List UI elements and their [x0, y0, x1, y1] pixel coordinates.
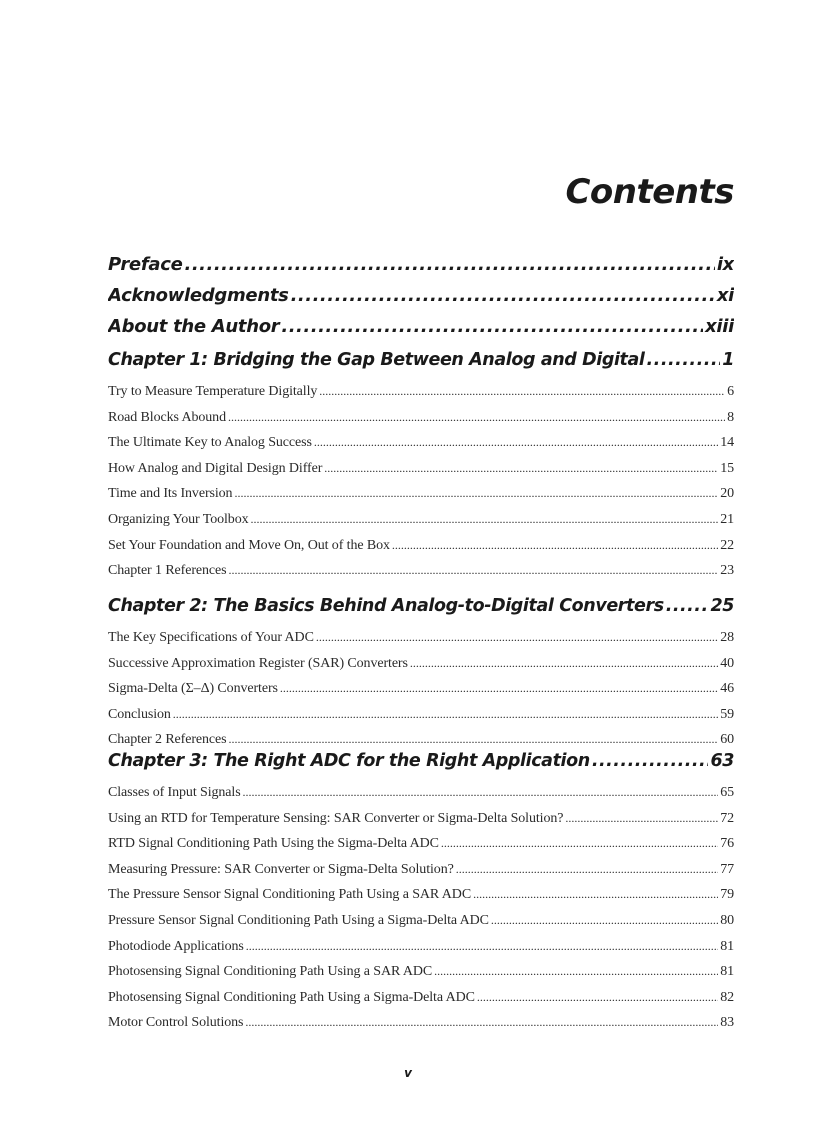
- section-entry[interactable]: [108, 732, 734, 752]
- toc-entry-label: Photodiode Applications: [108, 939, 244, 954]
- dot-leader: [392, 538, 718, 553]
- toc-entry-page-number: 14: [720, 435, 734, 450]
- section-entry[interactable]: [108, 630, 734, 650]
- dot-leader: [280, 681, 718, 696]
- section-entry[interactable]: [108, 563, 734, 583]
- dot-leader: [316, 630, 718, 645]
- toc-entry-page-number: 83: [720, 1015, 734, 1030]
- toc-entry-page-number: 80: [720, 913, 734, 928]
- section-entry[interactable]: [108, 461, 734, 481]
- dot-leader: [434, 964, 718, 979]
- dot-leader: [245, 1015, 718, 1030]
- chapter-entry[interactable]: [108, 596, 734, 622]
- toc-entry-label: Chapter 2: The Basics Behind Analog-to-Digital Converters: [108, 596, 664, 616]
- section-entry[interactable]: [108, 538, 734, 558]
- page-title: Contents: [565, 172, 734, 212]
- dot-leader: [314, 435, 718, 450]
- toc-entry-label: Chapter 2 References: [108, 732, 227, 747]
- dot-leader: [251, 512, 719, 527]
- toc-entry-label: Organizing Your Toolbox: [108, 512, 249, 527]
- toc-entry-label: Road Blocks Abound: [108, 410, 226, 425]
- toc-entry-page-number: 77: [720, 862, 734, 877]
- toc-entry-page-number: 46: [720, 681, 734, 696]
- dot-leader: [666, 596, 709, 616]
- dot-leader: [647, 350, 721, 370]
- toc-entry-page-number: 22: [720, 538, 734, 553]
- toc-entry-page-number: 82: [720, 990, 734, 1005]
- section-entry[interactable]: [108, 862, 734, 882]
- toc-entry-page-number: 25: [710, 596, 734, 616]
- section-entry[interactable]: [108, 656, 734, 676]
- section-entry[interactable]: [108, 707, 734, 727]
- dot-leader: [565, 811, 718, 826]
- toc-entry-page-number: 81: [720, 964, 734, 979]
- toc-entry-label: Conclusion: [108, 707, 171, 722]
- toc-entry-page-number: 81: [720, 939, 734, 954]
- toc-entry-page-number: 60: [720, 732, 734, 747]
- toc-entry-page-number: 40: [720, 656, 734, 671]
- dot-leader: [491, 913, 718, 928]
- toc-entry-page-number: 72: [720, 811, 734, 826]
- section-entry[interactable]: [108, 410, 734, 430]
- toc-entry-label: Sigma-Delta (Σ–Δ) Converters: [108, 681, 278, 696]
- toc-entry-page-number: 28: [720, 630, 734, 645]
- dot-leader: [456, 862, 718, 877]
- dot-leader: [319, 384, 725, 399]
- toc-entry-page-number: xiii: [705, 316, 734, 337]
- toc-entry-label: Chapter 3: The Right ADC for the Right Application: [108, 751, 590, 771]
- front-matter-entry[interactable]: [108, 316, 734, 342]
- dot-leader: [229, 732, 719, 747]
- toc-entry-page-number: 15: [720, 461, 734, 476]
- toc-entry-page-number: 59: [720, 707, 734, 722]
- toc-entry-page-number: 21: [720, 512, 734, 527]
- section-entry[interactable]: [108, 913, 734, 933]
- toc-entry-label: Using an RTD for Temperature Sensing: SAR Converter or Sigma-Delta Solution?: [108, 811, 564, 826]
- toc-entry-page-number: 63: [710, 751, 734, 771]
- toc-entry-label: Classes of Input Signals: [108, 785, 241, 800]
- toc-entry-page-number: 20: [720, 486, 734, 501]
- toc-entry-label: Time and Its Inversion: [108, 486, 233, 501]
- chapter-entry[interactable]: [108, 751, 734, 777]
- toc-entry-label: How Analog and Digital Design Differ: [108, 461, 323, 476]
- section-entry[interactable]: [108, 486, 734, 506]
- toc-entry-label: Measuring Pressure: SAR Converter or Sigma-Delta Solution?: [108, 862, 454, 877]
- dot-leader: [410, 656, 718, 671]
- toc-entry-label: The Key Specifications of Your ADC: [108, 630, 314, 645]
- section-entry[interactable]: [108, 964, 734, 984]
- dot-leader: [173, 707, 718, 722]
- section-entry[interactable]: [108, 785, 734, 805]
- toc-entry-label: Chapter 1: Bridging the Gap Between Analog and Digital: [108, 350, 645, 370]
- dot-leader: [324, 461, 718, 476]
- section-entry[interactable]: [108, 939, 734, 959]
- chapter-entry[interactable]: [108, 350, 734, 376]
- dot-leader: [592, 751, 709, 771]
- toc-entry-label: Preface: [108, 254, 183, 275]
- toc-entry-label: Try to Measure Temperature Digitally: [108, 384, 318, 399]
- dot-leader: [291, 285, 715, 306]
- section-entry[interactable]: [108, 836, 734, 856]
- front-matter-entry[interactable]: [108, 285, 734, 311]
- dot-leader: [473, 887, 718, 902]
- toc-entry-page-number: 65: [720, 785, 734, 800]
- dot-leader: [184, 254, 714, 275]
- dot-leader: [246, 939, 718, 954]
- toc-entry-label: RTD Signal Conditioning Path Using the Sigma-Delta ADC: [108, 836, 439, 851]
- section-entry[interactable]: [108, 1015, 734, 1035]
- dot-leader: [228, 410, 725, 425]
- dot-leader: [441, 836, 718, 851]
- section-entry[interactable]: [108, 435, 734, 455]
- section-entry[interactable]: [108, 384, 734, 404]
- toc-entry-page-number: 79: [720, 887, 734, 902]
- section-entry[interactable]: [108, 811, 734, 831]
- dot-leader: [477, 990, 718, 1005]
- toc-entry-page-number: ix: [716, 254, 734, 275]
- dot-leader: [234, 486, 718, 501]
- section-entry[interactable]: [108, 681, 734, 701]
- toc-entry-page-number: 1: [722, 350, 734, 370]
- dot-leader: [281, 316, 703, 337]
- toc-entry-label: Acknowledgments: [108, 285, 289, 306]
- page-folio: v: [404, 1066, 412, 1080]
- toc-entry-page-number: 6: [727, 384, 734, 399]
- section-entry[interactable]: [108, 512, 734, 532]
- toc-entry-page-number: 76: [720, 836, 734, 851]
- toc-entry-label: Pressure Sensor Signal Conditioning Path Using a Sigma-Delta ADC: [108, 913, 489, 928]
- toc-entry-label: Photosensing Signal Conditioning Path Using a Sigma-Delta ADC: [108, 990, 475, 1005]
- dot-leader: [229, 563, 719, 578]
- toc-entry-page-number: xi: [716, 285, 734, 306]
- toc-entry-label: About the Author: [108, 316, 280, 337]
- toc-entry-label: Photosensing Signal Conditioning Path Using a SAR ADC: [108, 964, 433, 979]
- toc-entry-page-number: 8: [727, 410, 734, 425]
- dot-leader: [243, 785, 719, 800]
- section-entry[interactable]: [108, 887, 734, 907]
- section-entry[interactable]: [108, 990, 734, 1010]
- toc-entry-label: Chapter 1 References: [108, 563, 227, 578]
- toc-entry-label: Motor Control Solutions: [108, 1015, 244, 1030]
- toc-entry-page-number: 23: [720, 563, 734, 578]
- front-matter-entry[interactable]: [108, 254, 734, 280]
- toc-entry-label: Successive Approximation Register (SAR) Converters: [108, 656, 408, 671]
- toc-entry-label: The Pressure Sensor Signal Conditioning Path Using a SAR ADC: [108, 887, 472, 902]
- toc-entry-label: Set Your Foundation and Move On, Out of the Box: [108, 538, 390, 553]
- toc-entry-label: The Ultimate Key to Analog Success: [108, 435, 312, 450]
